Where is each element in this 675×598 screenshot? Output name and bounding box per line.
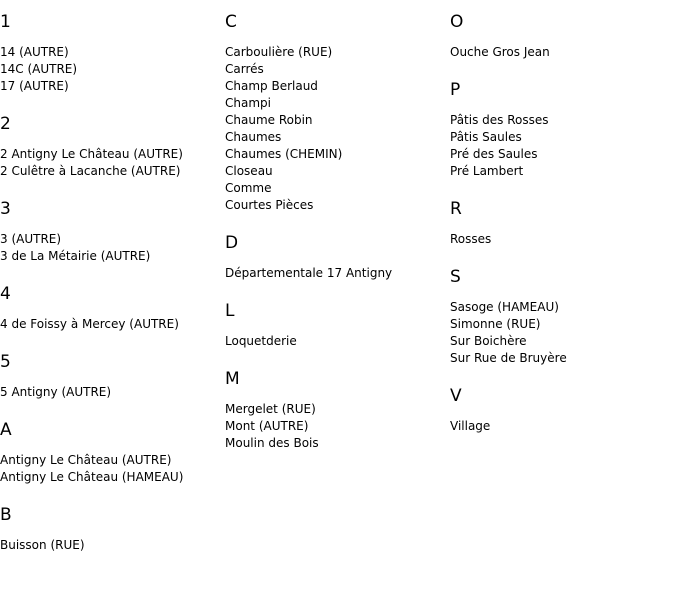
street-link[interactable]: Chaumes	[225, 130, 282, 144]
street-link[interactable]: Pâtis Saules	[450, 130, 522, 144]
street-link[interactable]: Carrés	[225, 62, 264, 76]
letter-group-m	[225, 367, 440, 452]
street-index-column-2	[225, 10, 440, 469]
letter-heading: S	[450, 267, 461, 287]
letter-group-v	[450, 384, 665, 435]
street-link[interactable]: Champi	[225, 96, 271, 110]
street-link[interactable]: Pré Lambert	[450, 164, 524, 178]
letter-heading: C	[225, 12, 237, 32]
street-link[interactable]: Closeau	[225, 164, 273, 178]
letter-heading: 4	[0, 284, 11, 304]
street-link[interactable]: Sur Rue de Bruyère	[450, 351, 567, 365]
letter-group-1	[0, 10, 215, 95]
letter-heading: R	[450, 199, 462, 219]
street-link[interactable]: 2 Antigny Le Château (AUTRE)	[0, 147, 183, 161]
street-link[interactable]: 3 (AUTRE)	[0, 232, 62, 246]
street-link[interactable]: 14 (AUTRE)	[0, 45, 69, 59]
street-index-column-3	[450, 10, 665, 452]
letter-group-l	[225, 299, 440, 350]
letter-heading: 5	[0, 352, 11, 372]
letter-heading: A	[0, 420, 12, 440]
street-link[interactable]: Mont (AUTRE)	[225, 419, 309, 433]
letter-group-d	[225, 231, 440, 282]
street-link[interactable]: Champ Berlaud	[225, 79, 318, 93]
street-link[interactable]: 3 de La Métairie (AUTRE)	[0, 249, 151, 263]
letter-heading: L	[225, 301, 235, 321]
street-link[interactable]: 5 Antigny (AUTRE)	[0, 385, 112, 399]
letter-group-a	[0, 418, 215, 486]
street-link[interactable]: Antigny Le Château (HAMEAU)	[0, 470, 184, 484]
street-link[interactable]: Buisson (RUE)	[0, 538, 85, 552]
street-link[interactable]: Ouche Gros Jean	[450, 45, 550, 59]
street-link[interactable]: Loquetderie	[225, 334, 297, 348]
street-link[interactable]: Chaumes (CHEMIN)	[225, 147, 343, 161]
street-link[interactable]: Rosses	[450, 232, 492, 246]
street-link[interactable]: Chaume Robin	[225, 113, 313, 127]
letter-heading: V	[450, 386, 462, 406]
letter-group-5	[0, 350, 215, 401]
letter-group-4	[0, 282, 215, 333]
letter-group-s	[450, 265, 665, 367]
street-index-column-1	[0, 10, 215, 571]
street-link[interactable]: Sasoge (HAMEAU)	[450, 300, 559, 314]
letter-group-c	[225, 10, 440, 214]
street-link[interactable]: Village	[450, 419, 491, 433]
street-link[interactable]: 4 de Foissy à Mercey (AUTRE)	[0, 317, 179, 331]
street-link[interactable]: Sur Boichère	[450, 334, 527, 348]
letter-heading: 1	[0, 12, 11, 32]
letter-heading: O	[450, 12, 464, 32]
letter-group-b	[0, 503, 215, 554]
letter-group-r	[450, 197, 665, 248]
letter-heading: P	[450, 80, 461, 100]
letter-group-3	[0, 197, 215, 265]
street-link[interactable]: 2 Culêtre à Lacanche (AUTRE)	[0, 164, 181, 178]
street-link[interactable]: Simonne (RUE)	[450, 317, 541, 331]
street-link[interactable]: Comme	[225, 181, 272, 195]
street-link[interactable]: Moulin des Bois	[225, 436, 319, 450]
letter-group-p	[450, 78, 665, 180]
letter-heading: B	[0, 505, 12, 525]
street-link[interactable]: Départementale 17 Antigny	[225, 266, 393, 280]
street-link[interactable]: 14C (AUTRE)	[0, 62, 78, 76]
street-link[interactable]: Mergelet (RUE)	[225, 402, 316, 416]
letter-heading: 3	[0, 199, 11, 219]
letter-heading: M	[225, 369, 240, 389]
street-link[interactable]: Pâtis des Rosses	[450, 113, 549, 127]
letter-group-o	[450, 10, 665, 61]
street-link[interactable]: Carboulière (RUE)	[225, 45, 333, 59]
street-link[interactable]: Pré des Saules	[450, 147, 538, 161]
street-link[interactable]: Courtes Pièces	[225, 198, 314, 212]
letter-heading: 2	[0, 114, 11, 134]
letter-group-2	[0, 112, 215, 180]
letter-heading: D	[225, 233, 239, 253]
street-link[interactable]: 17 (AUTRE)	[0, 79, 69, 93]
street-link[interactable]: Antigny Le Château (AUTRE)	[0, 453, 172, 467]
